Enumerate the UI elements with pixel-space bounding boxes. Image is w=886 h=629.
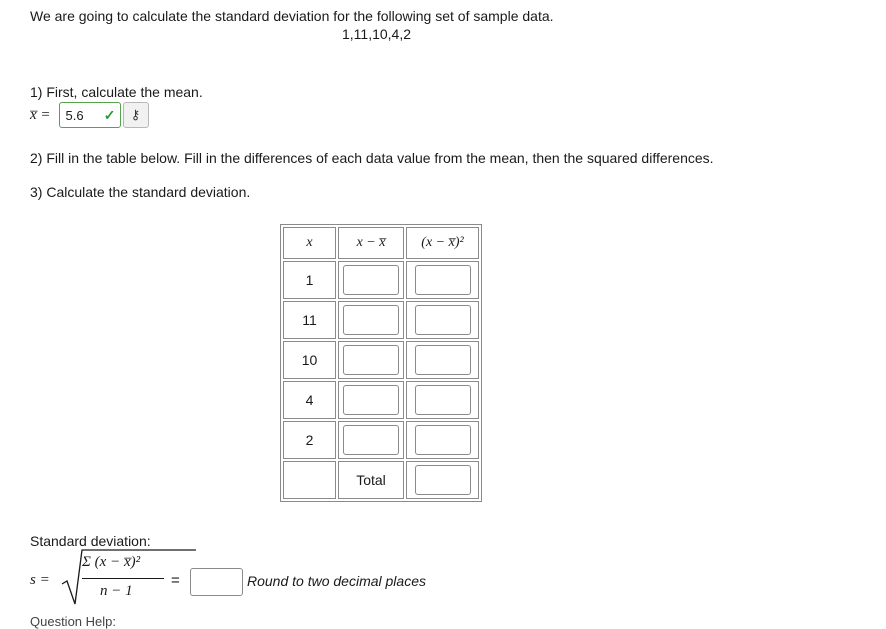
deviation-input[interactable]: [343, 345, 399, 375]
fraction-bar: [82, 578, 164, 579]
table-row: [283, 421, 479, 459]
empty-cell: [283, 461, 336, 499]
mean-answer-row: [30, 101, 149, 129]
squared-deviation-input[interactable]: [415, 385, 471, 415]
step2-instruction: 2) Fill in the table below. Fill in the differences of each data value from the mean, then the squared differences.: [30, 150, 714, 166]
squared-deviation-input[interactable]: [415, 305, 471, 335]
x-value-cell: 2: [283, 421, 336, 459]
mean-label: x̅ =: [30, 106, 51, 123]
intro-text: We are going to calculate the standard deviation for the following set of sample data.: [30, 8, 554, 24]
table-total-row: [283, 461, 479, 499]
deviation-input[interactable]: [343, 265, 399, 295]
table-row: [283, 381, 479, 419]
rounding-note: Round to two decimal places: [247, 573, 426, 589]
deviation-input[interactable]: [343, 385, 399, 415]
formula-numerator: Σ (x − x̅)²: [82, 554, 141, 570]
mean-input-value: 5.6: [65, 107, 84, 123]
standard-deviation-label: Standard deviation:: [30, 533, 151, 549]
check-icon: ✓: [103, 106, 116, 123]
squared-deviation-input[interactable]: [415, 345, 471, 375]
deviation-input[interactable]: [343, 425, 399, 455]
header-deviation: x − x̅: [338, 227, 404, 259]
x-value-cell: 1: [283, 261, 336, 299]
formula-denominator: n − 1: [100, 583, 133, 599]
header-squared-deviation: (x − x̅)²: [406, 227, 479, 259]
deviation-input[interactable]: [343, 305, 399, 335]
x-value-cell: 10: [283, 341, 336, 379]
table-row: [283, 261, 479, 299]
mean-input[interactable]: [59, 102, 121, 128]
squared-deviation-input[interactable]: [415, 425, 471, 455]
dataset-text: 1,11,10,4,2: [342, 26, 412, 42]
x-value-cell: 4: [283, 381, 336, 419]
header-x: x: [283, 227, 336, 259]
question-help-label: Question Help:: [30, 614, 116, 629]
equals-sign: =: [171, 572, 180, 589]
step3-instruction: 3) Calculate the standard deviation.: [30, 184, 251, 200]
table-row: [283, 301, 479, 339]
key-icon[interactable]: ⚷: [123, 102, 149, 128]
step1-instruction: 1) First, calculate the mean.: [30, 84, 203, 100]
table-row: [283, 341, 479, 379]
deviation-table: [280, 224, 482, 502]
standard-deviation-input[interactable]: [190, 568, 243, 596]
standard-deviation-formula: [30, 548, 510, 608]
table-header-row: [283, 227, 479, 259]
question-help-strip: [0, 614, 886, 629]
squared-deviation-input[interactable]: [415, 265, 471, 295]
total-label: Total: [338, 461, 404, 499]
total-squared-deviation-input[interactable]: [415, 465, 471, 495]
s-label: s =: [30, 572, 50, 588]
x-value-cell: 11: [283, 301, 336, 339]
